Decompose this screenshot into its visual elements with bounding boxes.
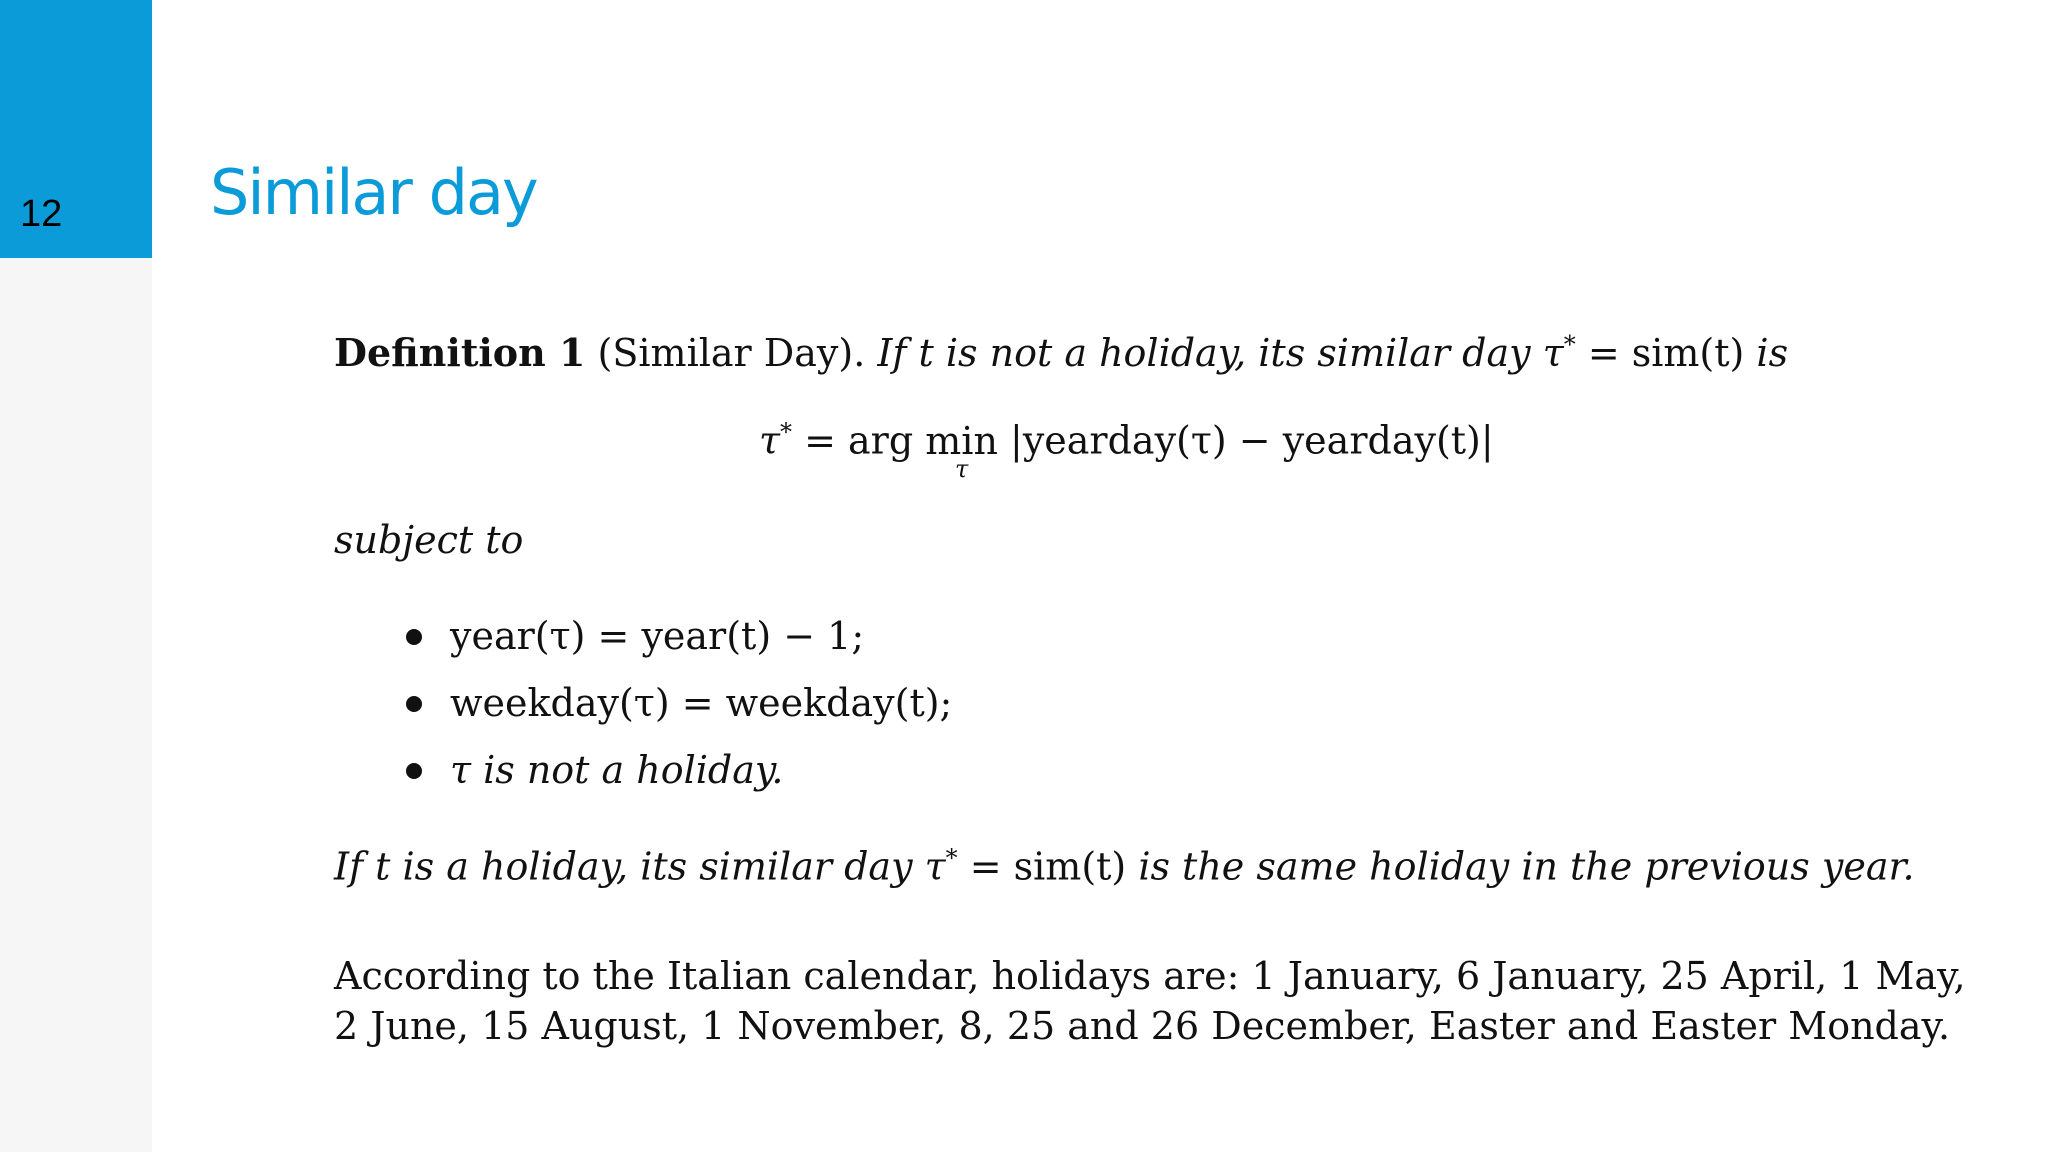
calendar-note-line-1: According to the Italian calendar, holidays are: 1 January, 6 January, 25 April, 1 May, <box>334 954 1966 998</box>
bullet-icon <box>406 696 422 712</box>
constraint-text: weekday(τ) = weekday(t); <box>450 681 953 725</box>
equation-argmin-text: min <box>925 418 998 463</box>
holiday-rule-post: is the same holiday in the previous year. <box>1138 844 1915 889</box>
definition-statement-mid: = sim(t) <box>1575 331 1757 375</box>
slide-title: Similar day <box>210 156 537 229</box>
equation-argmin-sub: τ <box>954 454 969 483</box>
holiday-rule-pre: If t is a holiday, its similar day τ <box>334 844 946 889</box>
constraint-text: τ is not a holiday. <box>450 748 784 792</box>
equation-eq: = arg <box>792 418 926 463</box>
constraint-text: year(τ) = year(t) − 1; <box>450 614 865 658</box>
slide-number: 12 <box>20 193 63 235</box>
argmin-equation <box>759 418 1494 483</box>
definition-line <box>334 330 1788 375</box>
constraint-item <box>406 748 783 792</box>
calendar-note-line-2: 2 June, 15 August, 1 November, 8, 25 and 26 December, Easter and Easter Monday. <box>334 1004 1951 1048</box>
subject-to: subject to <box>334 518 524 562</box>
holiday-rule-sup: * <box>945 844 958 872</box>
definition-statement-sup: * <box>1563 330 1576 359</box>
constraint-item <box>406 614 864 658</box>
definition-name: (Similar Day). <box>597 331 866 375</box>
holiday-rule-mid: = sim(t) <box>957 844 1139 889</box>
bullet-icon <box>406 629 422 645</box>
equation-rhs: |yearday(τ) − yearday(t)| <box>997 418 1494 463</box>
constraint-item <box>406 681 952 725</box>
definition-statement-pre: If t is not a holiday, its similar day τ <box>877 331 1564 375</box>
slide-number-box <box>0 0 152 258</box>
equation-lhs-sup: * <box>780 418 793 446</box>
definition-statement-post: is <box>1756 331 1789 375</box>
bullet-icon <box>406 763 422 779</box>
equation-lhs: τ <box>759 418 781 463</box>
definition-label: Definition 1 <box>334 330 586 375</box>
holiday-rule <box>334 844 1915 889</box>
equation-argmin <box>925 418 998 483</box>
